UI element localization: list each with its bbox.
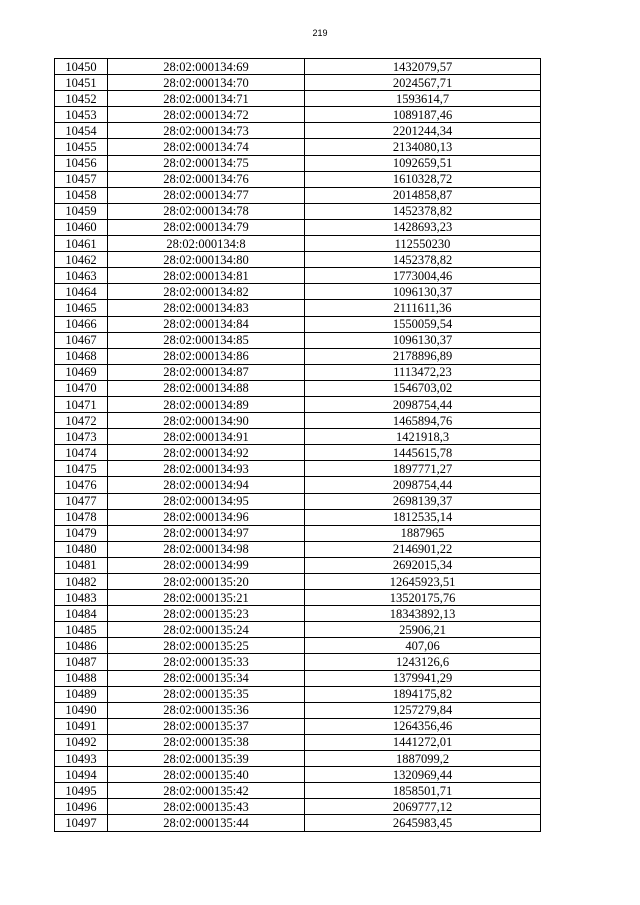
table-row	[55, 702, 541, 718]
cadastral-number-cell: 28:02:000135:35	[108, 686, 305, 702]
value-cell: 13520175,76	[305, 590, 541, 606]
cadastral-value-table	[54, 58, 541, 832]
row-number-cell: 10453	[55, 107, 108, 123]
table-row	[55, 638, 541, 654]
cadastral-number-cell: 28:02:000135:24	[108, 622, 305, 638]
table-row	[55, 525, 541, 541]
table-row	[55, 348, 541, 364]
row-number-cell: 10454	[55, 123, 108, 139]
cadastral-number-cell: 28:02:000134:83	[108, 300, 305, 316]
table-row	[55, 396, 541, 412]
value-cell: 1773004,46	[305, 268, 541, 284]
row-number-cell: 10479	[55, 525, 108, 541]
value-cell: 2645983,45	[305, 815, 541, 831]
cadastral-number-cell: 28:02:000134:74	[108, 139, 305, 155]
row-number-cell: 10455	[55, 139, 108, 155]
value-cell: 1320969,44	[305, 767, 541, 783]
value-cell: 25906,21	[305, 622, 541, 638]
row-number-cell: 10458	[55, 187, 108, 203]
value-cell: 1550059,54	[305, 316, 541, 332]
value-cell: 2692015,34	[305, 557, 541, 573]
row-number-cell: 10474	[55, 445, 108, 461]
cadastral-number-cell: 28:02:000135:38	[108, 734, 305, 750]
row-number-cell: 10489	[55, 686, 108, 702]
cadastral-number-cell: 28:02:000134:80	[108, 252, 305, 268]
row-number-cell: 10471	[55, 396, 108, 412]
cadastral-number-cell: 28:02:000134:91	[108, 429, 305, 445]
row-number-cell: 10467	[55, 332, 108, 348]
table-row	[55, 187, 541, 203]
table-row	[55, 107, 541, 123]
cadastral-number-cell: 28:02:000134:92	[108, 445, 305, 461]
row-number-cell: 10486	[55, 638, 108, 654]
table-row	[55, 252, 541, 268]
cadastral-number-cell: 28:02:000135:44	[108, 815, 305, 831]
cadastral-number-cell: 28:02:000134:77	[108, 187, 305, 203]
cadastral-number-cell: 28:02:000135:36	[108, 702, 305, 718]
table-row	[55, 364, 541, 380]
row-number-cell: 10480	[55, 541, 108, 557]
table-row	[55, 509, 541, 525]
value-cell: 12645923,51	[305, 574, 541, 590]
row-number-cell: 10450	[55, 59, 108, 75]
cadastral-number-cell: 28:02:000134:95	[108, 493, 305, 509]
value-cell: 1593614,7	[305, 91, 541, 107]
row-number-cell: 10476	[55, 477, 108, 493]
value-cell: 1096130,37	[305, 284, 541, 300]
table-row	[55, 236, 541, 252]
table-row	[55, 799, 541, 815]
row-number-cell: 10490	[55, 702, 108, 718]
value-cell: 2134080,13	[305, 139, 541, 155]
row-number-cell: 10459	[55, 203, 108, 219]
value-cell: 1421918,3	[305, 429, 541, 445]
value-cell: 1096130,37	[305, 332, 541, 348]
cadastral-number-cell: 28:02:000135:40	[108, 767, 305, 783]
table-row	[55, 767, 541, 783]
table-row	[55, 380, 541, 396]
table-row	[55, 734, 541, 750]
row-number-cell: 10468	[55, 348, 108, 364]
table-body	[55, 59, 541, 832]
value-cell: 1264356,46	[305, 718, 541, 734]
row-number-cell: 10495	[55, 783, 108, 799]
row-number-cell: 10475	[55, 461, 108, 477]
cadastral-number-cell: 28:02:000135:43	[108, 799, 305, 815]
value-cell: 1452378,82	[305, 203, 541, 219]
value-cell: 2069777,12	[305, 799, 541, 815]
cadastral-number-cell: 28:02:000135:39	[108, 751, 305, 767]
cadastral-number-cell: 28:02:000135:42	[108, 783, 305, 799]
value-cell: 1445615,78	[305, 445, 541, 461]
cadastral-number-cell: 28:02:000134:96	[108, 509, 305, 525]
cadastral-number-cell: 28:02:000134:88	[108, 380, 305, 396]
row-number-cell: 10452	[55, 91, 108, 107]
row-number-cell: 10460	[55, 219, 108, 235]
value-cell: 1257279,84	[305, 702, 541, 718]
table-row	[55, 477, 541, 493]
table-row	[55, 670, 541, 686]
cadastral-number-cell: 28:02:000134:75	[108, 155, 305, 171]
value-cell: 1465894,76	[305, 413, 541, 429]
value-cell: 1441272,01	[305, 734, 541, 750]
table-row	[55, 815, 541, 831]
cadastral-number-cell: 28:02:000134:94	[108, 477, 305, 493]
value-cell: 1610328,72	[305, 171, 541, 187]
cadastral-number-cell: 28:02:000135:34	[108, 670, 305, 686]
cadastral-number-cell: 28:02:000134:93	[108, 461, 305, 477]
cadastral-number-cell: 28:02:000134:98	[108, 541, 305, 557]
cadastral-number-cell: 28:02:000135:21	[108, 590, 305, 606]
table-row	[55, 557, 541, 573]
cadastral-number-cell: 28:02:000134:76	[108, 171, 305, 187]
table-row	[55, 219, 541, 235]
value-cell: 407,06	[305, 638, 541, 654]
value-cell: 2201244,34	[305, 123, 541, 139]
row-number-cell: 10485	[55, 622, 108, 638]
value-cell: 112550230	[305, 236, 541, 252]
cadastral-number-cell: 28:02:000134:73	[108, 123, 305, 139]
page-number: 219	[312, 28, 328, 38]
cadastral-number-cell: 28:02:000134:85	[108, 332, 305, 348]
value-cell: 2178896,89	[305, 348, 541, 364]
row-number-cell: 10478	[55, 509, 108, 525]
cadastral-number-cell: 28:02:000134:97	[108, 525, 305, 541]
value-cell: 1858501,71	[305, 783, 541, 799]
cadastral-number-cell: 28:02:000134:90	[108, 413, 305, 429]
cadastral-number-cell: 28:02:000134:89	[108, 396, 305, 412]
value-cell: 1887965	[305, 525, 541, 541]
value-cell: 2111611,36	[305, 300, 541, 316]
row-number-cell: 10470	[55, 380, 108, 396]
table-row	[55, 413, 541, 429]
table-row	[55, 332, 541, 348]
cadastral-number-cell: 28:02:000134:81	[108, 268, 305, 284]
value-cell: 1452378,82	[305, 252, 541, 268]
cadastral-number-cell: 28:02:000134:70	[108, 75, 305, 91]
cadastral-number-cell: 28:02:000135:23	[108, 606, 305, 622]
cadastral-number-cell: 28:02:000134:71	[108, 91, 305, 107]
cadastral-number-cell: 28:02:000134:69	[108, 59, 305, 75]
table-row	[55, 171, 541, 187]
cadastral-number-cell: 28:02:000135:25	[108, 638, 305, 654]
table-row	[55, 541, 541, 557]
cadastral-number-cell: 28:02:000135:37	[108, 718, 305, 734]
value-cell: 2098754,44	[305, 477, 541, 493]
table-row	[55, 574, 541, 590]
row-number-cell: 10483	[55, 590, 108, 606]
table-row	[55, 300, 541, 316]
value-cell: 1428693,23	[305, 219, 541, 235]
table-row	[55, 686, 541, 702]
table-row	[55, 461, 541, 477]
table-row	[55, 606, 541, 622]
value-cell: 2698139,37	[305, 493, 541, 509]
value-cell: 2098754,44	[305, 396, 541, 412]
value-cell: 1379941,29	[305, 670, 541, 686]
row-number-cell: 10488	[55, 670, 108, 686]
table-row	[55, 268, 541, 284]
table-row	[55, 590, 541, 606]
value-cell: 1887099,2	[305, 751, 541, 767]
value-cell: 1812535,14	[305, 509, 541, 525]
value-cell: 18343892,13	[305, 606, 541, 622]
table-row	[55, 445, 541, 461]
row-number-cell: 10451	[55, 75, 108, 91]
cadastral-number-cell: 28:02:000134:87	[108, 364, 305, 380]
cadastral-number-cell: 28:02:000134:79	[108, 219, 305, 235]
row-number-cell: 10481	[55, 557, 108, 573]
value-cell: 1089187,46	[305, 107, 541, 123]
value-cell: 2014858,87	[305, 187, 541, 203]
cadastral-number-cell: 28:02:000135:20	[108, 574, 305, 590]
row-number-cell: 10469	[55, 364, 108, 380]
table-row	[55, 139, 541, 155]
cadastral-number-cell: 28:02:000134:86	[108, 348, 305, 364]
row-number-cell: 10493	[55, 751, 108, 767]
table-row	[55, 91, 541, 107]
row-number-cell: 10462	[55, 252, 108, 268]
value-cell: 1432079,57	[305, 59, 541, 75]
value-cell: 1897771,27	[305, 461, 541, 477]
row-number-cell: 10456	[55, 155, 108, 171]
table-row	[55, 718, 541, 734]
row-number-cell: 10491	[55, 718, 108, 734]
cadastral-number-cell: 28:02:000134:72	[108, 107, 305, 123]
table-row	[55, 59, 541, 75]
row-number-cell: 10487	[55, 654, 108, 670]
row-number-cell: 10477	[55, 493, 108, 509]
value-cell: 1894175,82	[305, 686, 541, 702]
row-number-cell: 10484	[55, 606, 108, 622]
table-row	[55, 203, 541, 219]
row-number-cell: 10473	[55, 429, 108, 445]
value-cell: 1243126,6	[305, 654, 541, 670]
row-number-cell: 10464	[55, 284, 108, 300]
table-row	[55, 284, 541, 300]
table-row	[55, 123, 541, 139]
row-number-cell: 10463	[55, 268, 108, 284]
table-row	[55, 622, 541, 638]
table-row	[55, 75, 541, 91]
cadastral-number-cell: 28:02:000134:78	[108, 203, 305, 219]
table-row	[55, 493, 541, 509]
value-cell: 1092659,51	[305, 155, 541, 171]
row-number-cell: 10492	[55, 734, 108, 750]
row-number-cell: 10461	[55, 236, 108, 252]
cadastral-number-cell: 28:02:000135:33	[108, 654, 305, 670]
table-row	[55, 751, 541, 767]
cadastral-number-cell: 28:02:000134:99	[108, 557, 305, 573]
row-number-cell: 10457	[55, 171, 108, 187]
row-number-cell: 10496	[55, 799, 108, 815]
row-number-cell: 10472	[55, 413, 108, 429]
row-number-cell: 10497	[55, 815, 108, 831]
table-row	[55, 429, 541, 445]
value-cell: 1546703,02	[305, 380, 541, 396]
table-row	[55, 654, 541, 670]
row-number-cell: 10482	[55, 574, 108, 590]
table-row	[55, 316, 541, 332]
value-cell: 2146901,22	[305, 541, 541, 557]
table-row	[55, 155, 541, 171]
table-row	[55, 783, 541, 799]
value-cell: 2024567,71	[305, 75, 541, 91]
value-cell: 1113472,23	[305, 364, 541, 380]
row-number-cell: 10494	[55, 767, 108, 783]
cadastral-number-cell: 28:02:000134:8	[108, 236, 305, 252]
cadastral-number-cell: 28:02:000134:84	[108, 316, 305, 332]
row-number-cell: 10465	[55, 300, 108, 316]
row-number-cell: 10466	[55, 316, 108, 332]
cadastral-number-cell: 28:02:000134:82	[108, 284, 305, 300]
